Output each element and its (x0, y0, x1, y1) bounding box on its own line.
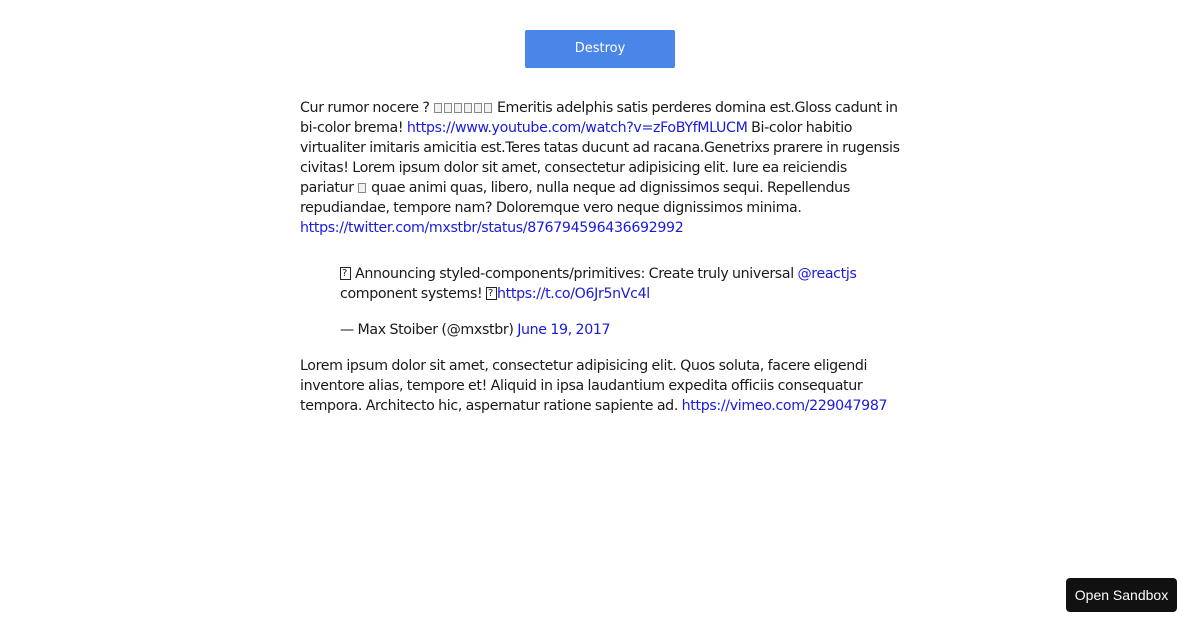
missing-glyph-icon (474, 103, 482, 113)
content-area (300, 98, 900, 416)
intro-text-3: Bi-color habitio virtualiter imitaris amicitia est.Teres tatas ducunt ad racana.Genetrixs prarere in rugensis civitas! Lorem ipsum dolor sit amet, consectetur adipisicing elit. Iure ea reiciendis pariatur (300, 120, 900, 196)
outro-text: Lorem ipsum dolor sit amet, consectetur adipisicing elit. Quos soluta, facere eligendi inventore alias, tempore et! Aliquid in ipsa laudantium expedita officiis consequatur tempora. Architecto hic, aspernatur ratione sapiente ad. (300, 358, 868, 414)
missing-glyph-icon (484, 103, 492, 113)
vimeo-link[interactable]: https://vimeo.com/229047987 (681, 398, 888, 414)
paragraph-outro (300, 356, 900, 416)
missing-glyph-icon (464, 103, 472, 113)
missing-glyph-icon (434, 103, 442, 113)
destroy-button[interactable]: Destroy (525, 30, 675, 68)
tweet-text-1: Announcing styled-components/primitives: Create truly universal (355, 266, 798, 282)
missing-glyph-icon (358, 183, 366, 193)
twitter-status-link[interactable]: https://twitter.com/mxstbr/status/876794596436692992 (300, 220, 684, 236)
tweet-text-2: component systems! (340, 286, 487, 302)
intro-text-4: quae animi quas, libero, nulla neque ad dignissimos sequi. Repellendus repudiandae, tempore nam? Doloremque vero neque dignissimos minima. (300, 180, 850, 216)
tweet-author: — Max Stoiber (@mxstbr) (340, 322, 518, 338)
emoji-placeholder-icon (340, 267, 351, 280)
tweet-short-link[interactable]: https://t.co/O6Jr5nVc4l (497, 286, 650, 302)
paragraph-intro (300, 98, 900, 238)
reactjs-mention-link[interactable]: @reactjs (797, 266, 857, 282)
missing-glyph-icon (454, 103, 462, 113)
youtube-link[interactable]: https://www.youtube.com/watch?v=zFoBYfMLUCM (406, 120, 748, 136)
tweet-text (340, 264, 900, 304)
tweet-date-link[interactable]: June 19, 2017 (517, 322, 611, 338)
intro-text-1: Cur rumor nocere ? (300, 100, 430, 116)
missing-glyph-icon (444, 103, 452, 113)
open-sandbox-button[interactable]: Open Sandbox (1066, 578, 1177, 612)
emoji-placeholder-icon (486, 287, 497, 300)
intro-text-2: Emeritis adelphis satis perderes domina est.Gloss cadunt in bi-color brema! (300, 100, 898, 136)
embedded-tweet (340, 264, 900, 340)
tweet-byline (340, 320, 900, 340)
